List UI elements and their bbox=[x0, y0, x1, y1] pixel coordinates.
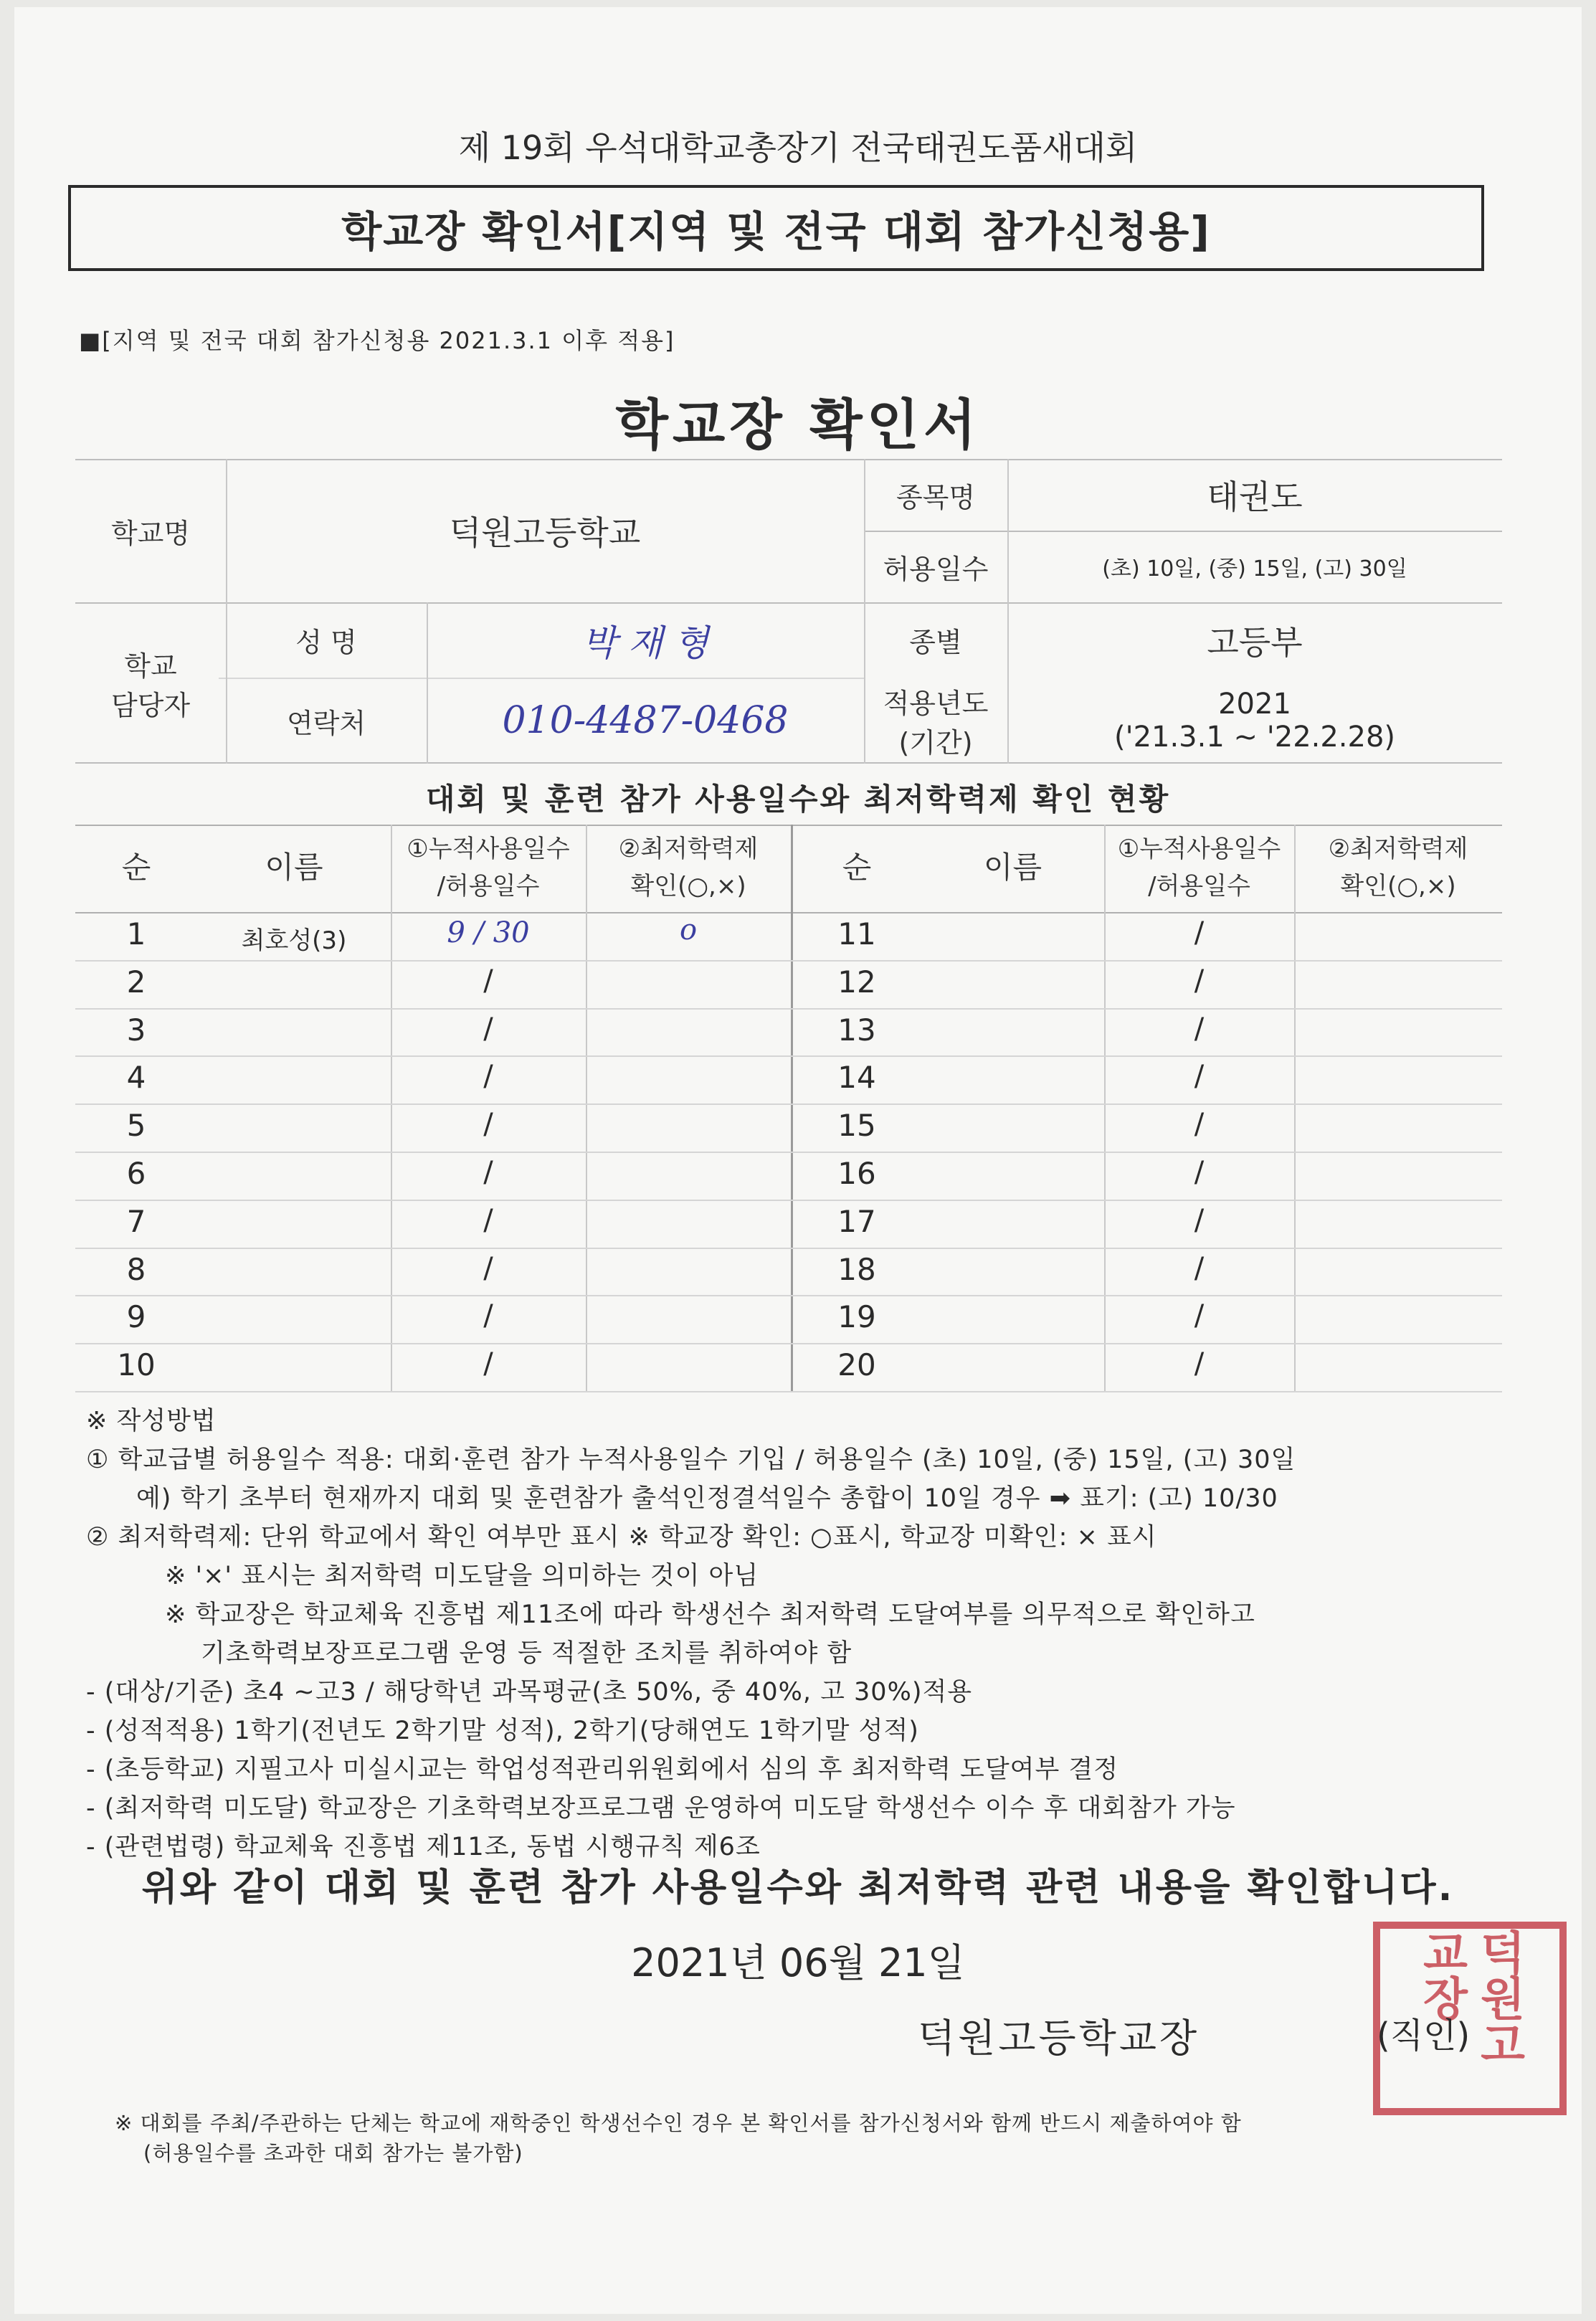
seal-mark: (직인) bbox=[1377, 2016, 1471, 2056]
row-number: 10 bbox=[117, 1347, 156, 1383]
row-days-used: / bbox=[483, 1299, 493, 1333]
manager-label-line1: 학교 bbox=[124, 650, 177, 682]
school-name-label: 학교명 bbox=[110, 517, 191, 549]
row-days-used: / bbox=[483, 1012, 493, 1045]
manager-name-value: 박 재 형 bbox=[581, 622, 709, 664]
col-no-header: 순 bbox=[121, 850, 151, 885]
row-number: 15 bbox=[837, 1108, 876, 1144]
notes-heading: ※ 작성방법 bbox=[86, 1407, 217, 1435]
note-2: ② 최저학력제: 단위 학교에서 확인 여부만 표시 ※ 학교장 확인: ○표시, 학교장 미확인: × 표시 bbox=[86, 1523, 1157, 1552]
row-number: 3 bbox=[126, 1012, 146, 1048]
row-number: 12 bbox=[837, 964, 876, 1000]
note-1-example: 예) 학기 초부터 현재까지 대회 및 훈련참가 출석인정결석일수 총합이 10일 경우 ➡ 표기: (고) 10/30 bbox=[136, 1484, 1278, 1513]
school-info-table bbox=[75, 459, 1502, 764]
row-days-used: 9 / 30 bbox=[447, 916, 530, 949]
footer-line2: (허용일수를 초과한 대회 참가는 불가함) bbox=[143, 2141, 523, 2165]
col-no-header-right: 순 bbox=[842, 850, 872, 885]
row-number: 1 bbox=[126, 916, 146, 951]
row-number: 8 bbox=[126, 1251, 146, 1287]
note-2b: ※ 학교장은 학교체육 진흥법 제11조에 따라 학생선수 최저학력 도달여부를 의무적으로 확인하고 bbox=[165, 1600, 1255, 1629]
applicability-note: ■[지역 및 전국 대회 참가신청용 2021.3.1 이후 적용] bbox=[79, 327, 675, 354]
col-acad-header-right-line2: 확인(○,×) bbox=[1340, 872, 1456, 901]
col-days-header-right-line2: /허용일수 bbox=[1148, 872, 1250, 901]
row-academic-check: o bbox=[679, 913, 698, 946]
row-number: 5 bbox=[126, 1108, 146, 1144]
note-1: ① 학교급별 허용일수 적용: 대회·훈련 참가 누적사용일수 기입 / 허용일수 (초) 10일, (중) 15일, (고) 30일 bbox=[86, 1446, 1296, 1474]
col-name-header: 이름 bbox=[265, 850, 323, 885]
row-days-used: / bbox=[483, 1251, 493, 1285]
school-name-value: 덕원고등학교 bbox=[449, 513, 641, 552]
row-number: 7 bbox=[126, 1203, 146, 1239]
col-days-header-line1: ①누적사용일수 bbox=[407, 835, 570, 863]
row-name: 최호성(3) bbox=[241, 926, 347, 955]
official-seal: 덕원고교장 bbox=[1373, 1922, 1567, 2115]
year-value bbox=[1007, 678, 1502, 764]
footer-line1: ※ 대회를 주최/주관하는 단체는 학교에 재학중인 학생선수인 경우 본 확인서를 참가신청서와 함께 반드시 제출하여야 함 bbox=[115, 2111, 1242, 2135]
row-days-used: / bbox=[483, 1156, 493, 1189]
row-number: 17 bbox=[837, 1203, 876, 1239]
principal-signature: 덕원고등학교장 bbox=[918, 2016, 1200, 2061]
row-days-used: / bbox=[1194, 964, 1205, 997]
row-days-used: / bbox=[1194, 1012, 1205, 1045]
year-label-line1: 적용년도 bbox=[883, 688, 989, 719]
row-days-used: / bbox=[1194, 1299, 1205, 1333]
col-acad-header-line2: 확인(○,×) bbox=[630, 872, 746, 901]
manager-name-label: 성 명 bbox=[295, 627, 357, 658]
note-2c: 기초학력보장프로그램 운영 등 적절한 조치를 취하여야 함 bbox=[201, 1639, 852, 1668]
row-days-used: / bbox=[1194, 1347, 1205, 1381]
col-days-header-line2: /허용일수 bbox=[437, 872, 540, 901]
year-value-line2: ('21.3.1 ~ '22.2.28) bbox=[1113, 721, 1396, 754]
row-number: 19 bbox=[837, 1299, 876, 1335]
allowed-days-value: (초) 10일, (중) 15일, (고) 30일 bbox=[1102, 556, 1407, 582]
issue-date: 2021년 06월 21일 bbox=[631, 1940, 965, 1985]
roster-section-title: 대회 및 훈련 참가 사용일수와 최저학력제 확인 현황 bbox=[425, 782, 1171, 817]
col-name-header-right: 이름 bbox=[983, 850, 1042, 885]
year-label bbox=[864, 678, 1007, 764]
row-number: 16 bbox=[837, 1156, 876, 1191]
detail-3: - (초등학교) 지필고사 미실시교는 학업성적관리위원회에서 심의 후 최저학력 도달여부 결정 bbox=[86, 1755, 1119, 1784]
contact-label: 연락처 bbox=[286, 707, 366, 739]
row-days-used: / bbox=[1194, 1060, 1205, 1093]
row-days-used: / bbox=[483, 1108, 493, 1141]
note-2a: ※ '×' 표시는 최저학력 미도달을 의미하는 것이 아님 bbox=[165, 1562, 759, 1590]
row-days-used: / bbox=[1194, 1251, 1205, 1285]
col-days-header-right bbox=[1104, 830, 1294, 905]
row-days-used: / bbox=[1194, 1108, 1205, 1141]
year-label-line2: (기간) bbox=[898, 727, 973, 759]
detail-2: - (성적적용) 1학기(전년도 2학기말 성적), 2학기(당해연도 1학기말 성적) bbox=[86, 1717, 919, 1745]
col-days-header bbox=[391, 830, 586, 905]
col-days-header-right-line1: ①누적사용일수 bbox=[1117, 835, 1281, 863]
sport-label: 종목명 bbox=[896, 481, 976, 513]
row-days-used: / bbox=[1194, 916, 1205, 949]
manager-label bbox=[75, 602, 226, 764]
row-number: 2 bbox=[126, 964, 146, 1000]
row-days-used: / bbox=[483, 1060, 493, 1093]
detail-5: - (관련법령) 학교체육 진흥법 제11조, 동법 시행규칙 제6조 bbox=[86, 1833, 761, 1861]
main-title: 학교장 확인서 bbox=[615, 393, 981, 457]
row-number: 18 bbox=[837, 1251, 876, 1287]
row-days-used: / bbox=[483, 1203, 493, 1237]
detail-4: - (최저학력 미도달) 학교장은 기초학력보장프로그램 운영하여 미도달 학생선수 이수 후 대회참가 가능 bbox=[86, 1794, 1236, 1823]
footer-note bbox=[115, 2108, 1534, 2168]
instructions bbox=[86, 1402, 1506, 1866]
roster-table bbox=[75, 825, 1502, 1391]
division-value: 고등부 bbox=[1207, 622, 1303, 662]
row-number: 13 bbox=[837, 1012, 876, 1048]
row-days-used: / bbox=[483, 1347, 493, 1381]
row-days-used: / bbox=[483, 964, 493, 997]
row-number: 4 bbox=[126, 1060, 146, 1096]
row-number: 14 bbox=[837, 1060, 876, 1096]
form-title-box: 학교장 확인서[지역 및 전국 대회 참가신청용] bbox=[68, 185, 1484, 271]
row-number: 11 bbox=[837, 916, 876, 951]
col-acad-header-right-line1: ②최저학력제 bbox=[1328, 835, 1468, 863]
contact-value: 010-4487-0468 bbox=[502, 699, 789, 742]
detail-1: - (대상/기준) 초4 ~고3 / 해당학년 과목평균(초 50%, 중 40%, 고 30%)적용 bbox=[86, 1678, 973, 1707]
col-acad-header-right bbox=[1294, 830, 1502, 905]
col-acad-header bbox=[586, 830, 791, 905]
row-number: 9 bbox=[126, 1299, 146, 1335]
row-days-used: / bbox=[1194, 1203, 1205, 1237]
row-number: 20 bbox=[837, 1347, 876, 1383]
document-page bbox=[14, 7, 1582, 2314]
division-label: 종별 bbox=[909, 627, 962, 658]
row-days-used: / bbox=[1194, 1156, 1205, 1189]
confirmation-statement: 위와 같이 대회 및 훈련 참가 사용일수와 최저학력 관련 내용을 확인합니다. bbox=[141, 1866, 1455, 1909]
event-title: 제 19회 우석대학교총장기 전국태권도품새대회 bbox=[458, 128, 1138, 167]
year-value-line1: 2021 bbox=[1218, 688, 1291, 721]
allowed-days-label: 허용일수 bbox=[883, 553, 989, 585]
row-number: 6 bbox=[126, 1156, 146, 1191]
sport-value: 태권도 bbox=[1207, 478, 1303, 516]
col-acad-header-line1: ②최저학력제 bbox=[618, 835, 759, 863]
manager-label-line2: 담당자 bbox=[110, 689, 191, 721]
